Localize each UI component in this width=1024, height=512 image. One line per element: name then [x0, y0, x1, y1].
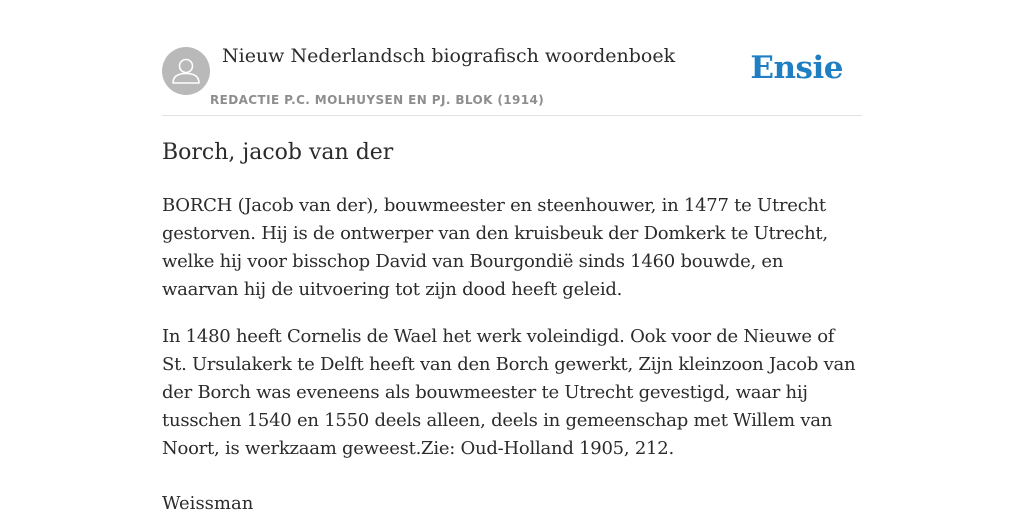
user-placeholder-icon[interactable]: [162, 47, 210, 95]
article-container: [162, 0, 862, 512]
source-editors: REDACTIE P.C. MOLHUYSEN EN PJ. BLOK (1914): [210, 93, 545, 107]
source-header: [162, 0, 862, 116]
ensie-logo[interactable]: Ensie: [750, 50, 843, 86]
article-author: Weissman: [162, 493, 254, 512]
source-title-link[interactable]: Nieuw Nederlandsch biografisch woordenboek: [222, 45, 676, 67]
article-paragraph-1: BORCH (Jacob van der), bouwmeester en steenhouwer, in 1477 te Utrecht gestorven. Hij is de ontwerper van den kruisbeuk der Domkerk te Utrecht, welke hij voor bisschop David van Bourgondië sinds 1460 bouwde, en waarvan hij de uitvoering tot zijn dood heeft geleid.: [162, 195, 828, 300]
article-paragraph-2: In 1480 heeft Cornelis de Wael het werk voleindigd. Ook voor de Nieuwe of St. Ursulakerk te Delft heeft van den Borch gewerkt, Zijn kleinzoon Jacob van der Borch was eveneens als bouwmeester te Utrecht gevestigd, waar hij tusschen 1540 en 1550 deels alleen, deels in gemeenschap met Willem van Noort, is werkzaam geweest.Zie: Oud-Holland 1905, 212.: [162, 326, 856, 459]
article-title: Borch, jacob van der: [162, 140, 394, 165]
article-body: [162, 192, 862, 482]
